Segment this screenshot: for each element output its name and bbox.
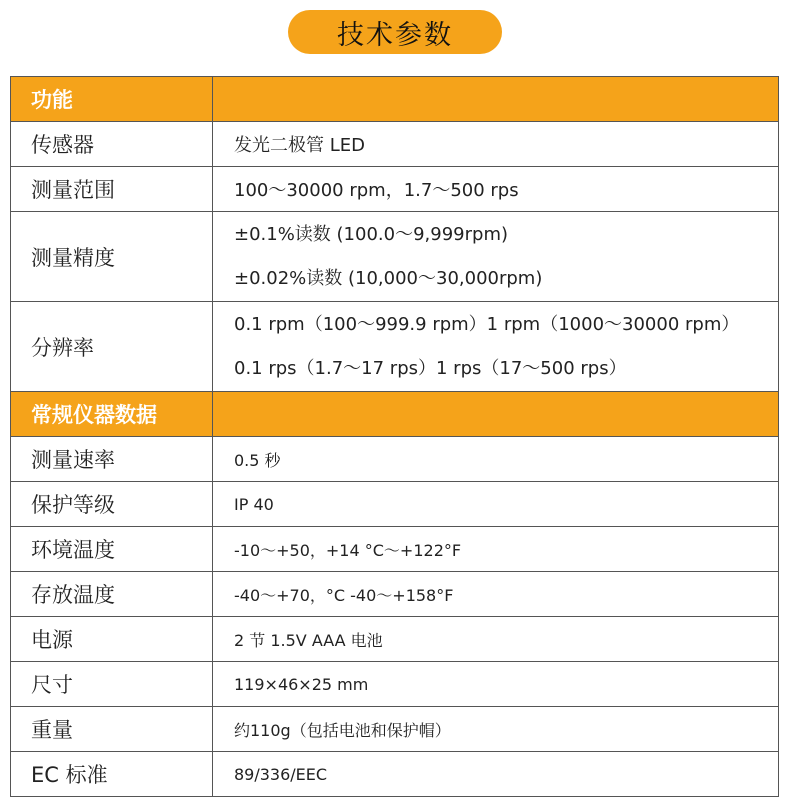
spec-row bbox=[11, 302, 779, 392]
spec-row bbox=[11, 752, 779, 797]
spec-key: 保护等级 bbox=[11, 482, 213, 527]
spec-row bbox=[11, 482, 779, 527]
spec-value: 89/336/EEC bbox=[213, 752, 779, 797]
spec-key: 传感器 bbox=[11, 122, 213, 167]
spec-value-line: ±0.1%读数 (100.0～9,999rpm) bbox=[234, 223, 508, 245]
spec-value: IP 40 bbox=[213, 482, 779, 527]
section-header-label: 常规仪器数据 bbox=[11, 392, 213, 437]
spec-value: 2 节 1.5V AAA 电池 bbox=[213, 617, 779, 662]
page-title: 技术参数 bbox=[288, 10, 502, 54]
spec-value: 100～30000 rpm，1.7～500 rps bbox=[213, 167, 779, 212]
spec-value-line: ±0.02%读数 (10,000～30,000rpm) bbox=[234, 267, 543, 289]
section-header-function bbox=[11, 77, 779, 122]
spec-value bbox=[213, 302, 779, 392]
spec-key: 测量精度 bbox=[11, 212, 213, 302]
section-header-fill bbox=[213, 77, 779, 122]
spec-value-line: 0.1 rpm（100～999.9 rpm）1 rpm（1000～30000 rpm） bbox=[234, 313, 740, 335]
spec-key: 测量速率 bbox=[11, 437, 213, 482]
spec-row bbox=[11, 212, 779, 302]
spec-value: 119×46×25 mm bbox=[213, 662, 779, 707]
section-header-fill bbox=[213, 392, 779, 437]
spec-key: 存放温度 bbox=[11, 572, 213, 617]
spec-value bbox=[213, 212, 779, 302]
spec-value: -40～+70，°C -40～+158°F bbox=[213, 572, 779, 617]
spec-key: 尺寸 bbox=[11, 662, 213, 707]
spec-key: 测量范围 bbox=[11, 167, 213, 212]
spec-key: 重量 bbox=[11, 707, 213, 752]
spec-value-line: 0.1 rps（1.7～17 rps）1 rps（17～500 rps） bbox=[234, 357, 627, 379]
section-header-general bbox=[11, 392, 779, 437]
spec-key: 分辨率 bbox=[11, 302, 213, 392]
spec-table bbox=[10, 76, 779, 797]
spec-row bbox=[11, 617, 779, 662]
spec-row bbox=[11, 527, 779, 572]
spec-key: EC 标准 bbox=[11, 752, 213, 797]
section-header-label: 功能 bbox=[11, 77, 213, 122]
spec-value: 约110g（包括电池和保护帽） bbox=[213, 707, 779, 752]
spec-value: 0.5 秒 bbox=[213, 437, 779, 482]
spec-row bbox=[11, 167, 779, 212]
spec-row bbox=[11, 572, 779, 617]
spec-value: -10～+50，+14 °C～+122°F bbox=[213, 527, 779, 572]
spec-row bbox=[11, 662, 779, 707]
spec-key: 环境温度 bbox=[11, 527, 213, 572]
spec-key: 电源 bbox=[11, 617, 213, 662]
spec-row bbox=[11, 437, 779, 482]
spec-row bbox=[11, 122, 779, 167]
spec-value: 发光二极管 LED bbox=[213, 122, 779, 167]
spec-row bbox=[11, 707, 779, 752]
